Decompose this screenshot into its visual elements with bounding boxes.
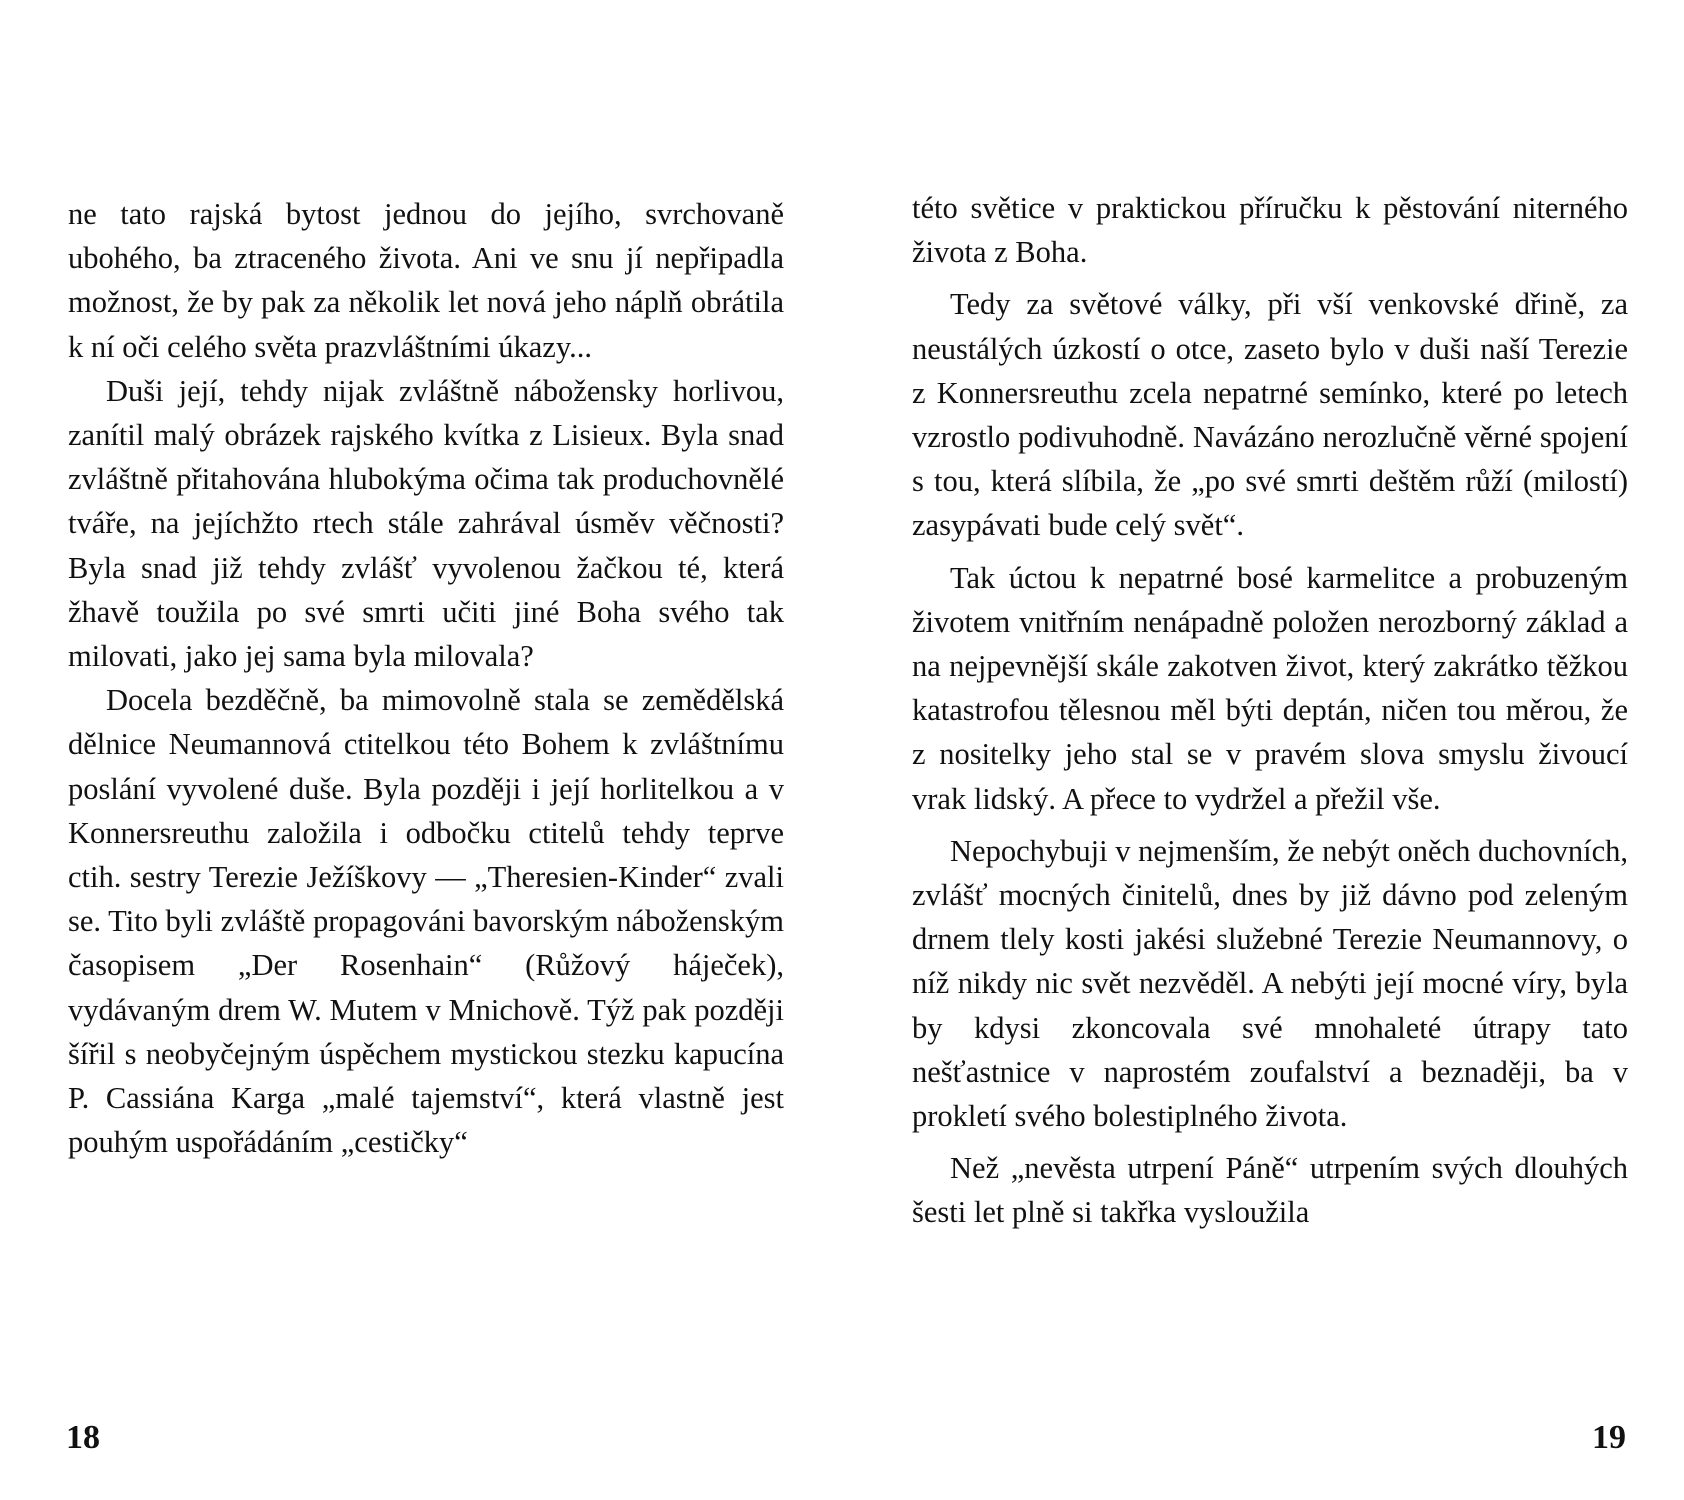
- paragraph: této světice v praktickou příručku k pěstování niterného života z Boha.: [912, 191, 1628, 270]
- right-text-column: [912, 186, 1628, 1235]
- left-text-column: [68, 192, 784, 1164]
- right-page: [842, 0, 1684, 1500]
- page-number: 19: [1592, 1419, 1626, 1456]
- paragraph: ne tato rajská bytost jednou do jejího, svrchovaně ubohého, ba ztraceného života. Ani ve snu jí nepřipadla možnost, že by pak za několik let nová jeho náplň obrátila k ní oči celého světa prazvláštními úkazy...: [68, 197, 784, 364]
- paragraph: Nepochybuji v nejmenším, že nebýt oněch duchovních, zvlášť mocných činitelů, dnes by již dávno pod zeleným drnem tlely kosti jakési služebné Terezie Neumannovy, o níž nikdy nic svět nezvěděl. A nebýti její mocné víry, byla by kdysi zkoncovala své mnohaleté útrapy tato nešťastnice v naprostém zoufalství a beznaději, ba v prokletí svého bolestiplného života.: [912, 833, 1628, 1134]
- page-number: 18: [66, 1419, 100, 1456]
- paragraph: Docela bezděčně, ba mimovolně stala se zemědělská dělnice Neumannová ctitelkou této Bohem k zvláštnímu poslání vyvolené duše. Byla později i její horlitelkou a v Konnersreuthu založila i odbočku ctitelů tehdy teprve ctih. sestry Terezie Ježíškovy — „Theresien-Kinder“ zvali se. Tito byli zvláště propagováni bavorským náboženským časopisem „Der Rosenhain“ (Růžový háječek), vydávaným drem W. Mutem v Mnichově. Týž pak později šířil s neobyčejným úspěchem mystickou stezku kapucína P. Cassiána Karga „malé tajemství“, která vlastně jest pouhým uspořádáním „cestičky“: [68, 683, 784, 1160]
- paragraph: Než „nevěsta utrpení Páně“ utrpením svých dlouhých šesti let plně si takřka vysloužila: [912, 1151, 1628, 1230]
- paragraph: Duši její, tehdy nijak zvláštně nábožensky horlivou, zanítil malý obrázek rajského kvítka z Lisieux. Byla snad zvláštně přitahována hlubokýma očima tak produchovnělé tváře, na jejíchžto rtech stále zahrával úsměv věčnosti? Byla snad již tehdy zvlášť vyvolenou žačkou té, která žhavě toužila po své smrti učiti jiné Boha svého tak milovati, jako jej sama byla milovala?: [68, 373, 784, 674]
- paragraph: Tedy za světové války, při vší venkovské dřině, za neustálých úzkostí o otce, zaseto bylo v duši naší Terezie z Konnersreuthu zcela nepatrné semínko, které po letech vzrostlo podivuhodně. Navázáno nerozlučně věrné spojení s tou, která slíbila, že „po své smrti deštěm růží (milostí) zasypávati bude celý svět“.: [912, 287, 1628, 543]
- paragraph: Tak úctou k nepatrné bosé karmelitce a probuzeným životem vnitřním nenápadně položen nerozborný základ a na nejpevnější skále zakotven život, který zakrátko těžkou katastrofou tělesnou měl býti deptán, ničen tou měrou, že z nositelky jeho stal se v pravém slova smyslu živoucí vrak lidský. A přece to vydržel a přežil vše.: [912, 560, 1628, 816]
